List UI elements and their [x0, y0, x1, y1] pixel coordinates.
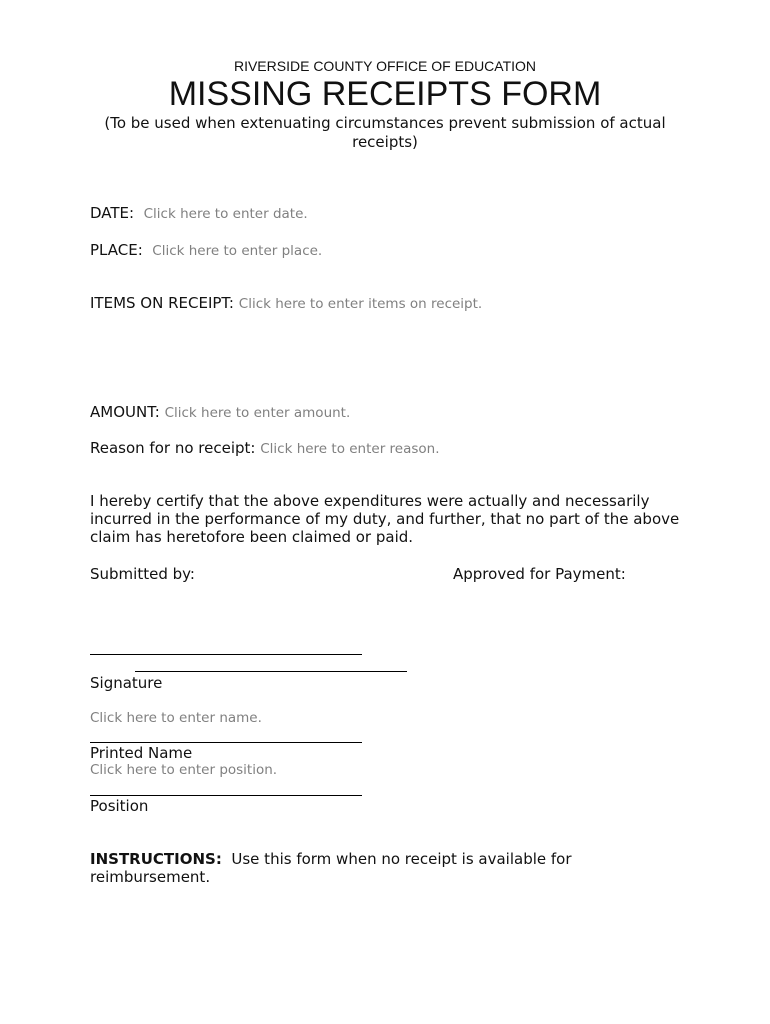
- items-row: [90, 294, 482, 313]
- printed-name-label: Printed Name: [90, 744, 193, 762]
- place-label: PLACE:: [90, 241, 143, 259]
- date-label: DATE:: [90, 204, 135, 222]
- approval-signature-line: [135, 671, 407, 672]
- instructions: [90, 850, 630, 886]
- items-field[interactable]: Click here to enter items on receipt.: [238, 296, 483, 312]
- instructions-text: Use this form when no receipt is available for reimbursement.: [90, 850, 572, 886]
- reason-label: Reason for no receipt:: [90, 439, 256, 457]
- signature-label: Signature: [90, 674, 163, 692]
- form-subtitle: (To be used when extenuating circumstances prevent submission of actual receipts): [104, 114, 666, 151]
- position-field[interactable]: Click here to enter position.: [90, 762, 278, 778]
- place-field[interactable]: Click here to enter place.: [152, 243, 323, 259]
- signature-line: [90, 654, 362, 655]
- submitted-by-label: Submitted by:: [90, 565, 195, 583]
- name-field[interactable]: Click here to enter name.: [90, 710, 262, 726]
- amount-label: AMOUNT:: [90, 403, 160, 421]
- certification-text: I hereby certify that the above expenditures were actually and necessarily incurred in the performance of my duty, and further, that no part of the above claim has heretofore been claimed or paid.: [90, 492, 680, 546]
- instructions-label: INSTRUCTIONS:: [90, 850, 222, 868]
- reason-field[interactable]: Click here to enter reason.: [260, 441, 440, 457]
- date-row: [90, 204, 308, 223]
- amount-row: [90, 403, 350, 422]
- items-label: ITEMS ON RECEIPT:: [90, 294, 234, 312]
- printed-name-line: [90, 742, 362, 743]
- position-label: Position: [90, 797, 149, 815]
- date-field[interactable]: Click here to enter date.: [143, 206, 308, 222]
- approved-for-payment-label: Approved for Payment:: [453, 565, 626, 583]
- reason-row: [90, 439, 440, 458]
- place-row: [90, 241, 322, 260]
- form-title: MISSING RECEIPTS FORM: [168, 75, 602, 113]
- amount-field[interactable]: Click here to enter amount.: [164, 405, 351, 421]
- position-line: [90, 795, 362, 796]
- organization-name: RIVERSIDE COUNTY OFFICE OF EDUCATION: [233, 58, 537, 74]
